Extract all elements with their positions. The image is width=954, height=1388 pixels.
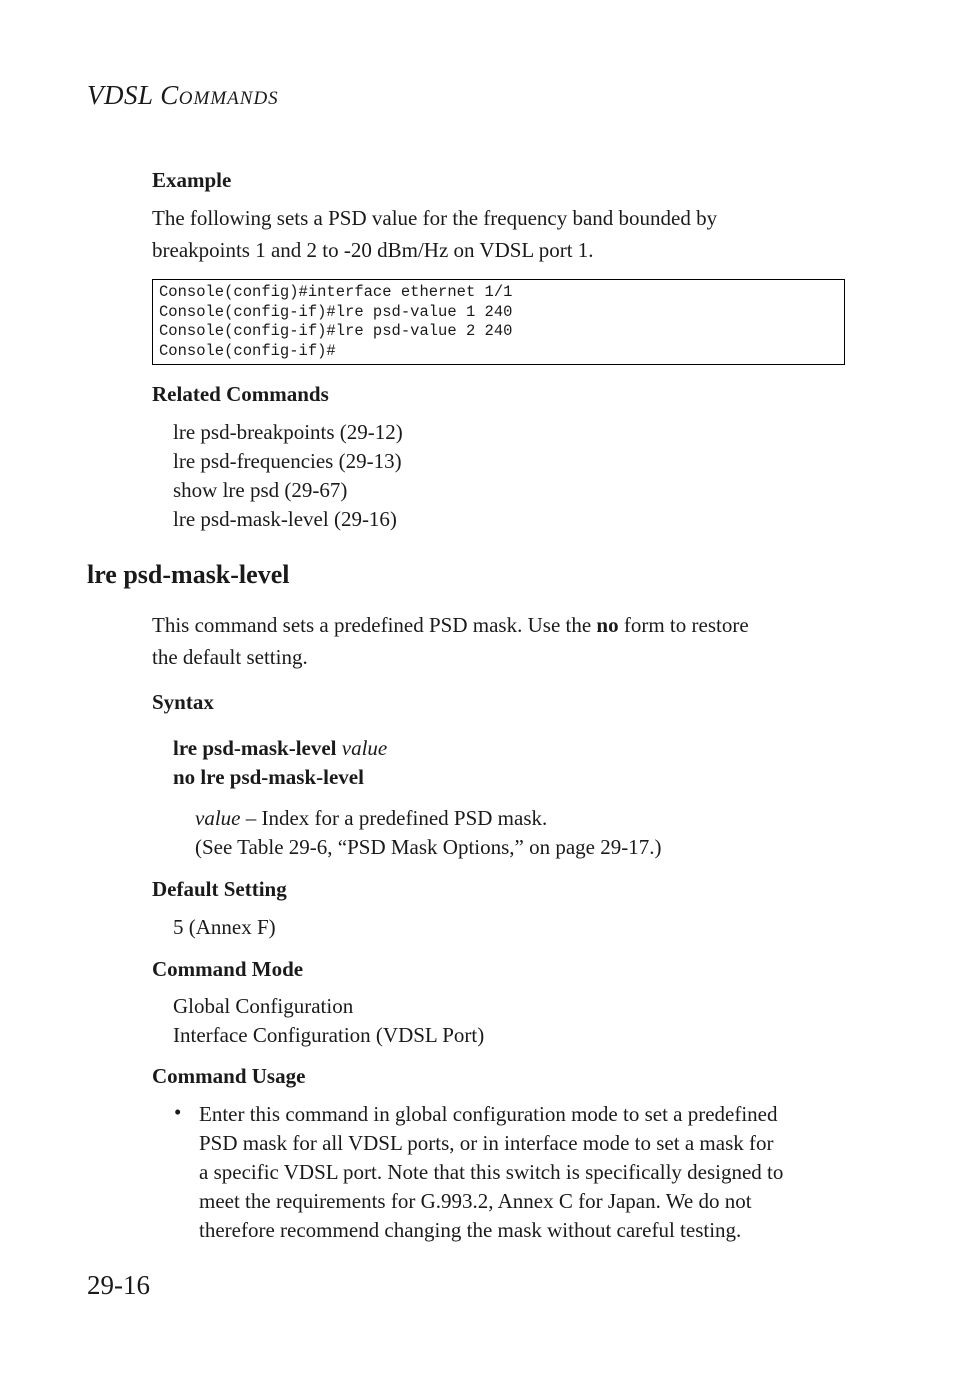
command-mode-item: Global Configuration: [173, 994, 354, 1018]
syntax-parameter: value: [341, 736, 388, 760]
desc-no-keyword: no: [596, 613, 619, 637]
example-text-line-1: The following sets a PSD value for the frequency band bounded by: [152, 206, 718, 230]
code-line: Console(config-if)#lre psd-value 2 240: [159, 322, 513, 340]
usage-line: meet the requirements for G.993.2, Annex C for Japan. We do not: [199, 1189, 752, 1213]
related-command-item: lre psd-mask-level (29-16): [173, 507, 397, 531]
parameter-description: [195, 804, 547, 833]
usage-line: PSD mask for all VDSL ports, or in interface mode to set a mask for: [199, 1131, 774, 1155]
page-number: 29-16: [87, 1270, 150, 1300]
parameter-name: value: [195, 806, 241, 830]
header-title-cap: C: [160, 80, 179, 110]
command-description-line-1: [152, 609, 749, 641]
desc-text: This command sets a predefined PSD mask. Use the: [152, 613, 597, 637]
syntax-line-2: [173, 763, 364, 792]
code-example-box: [152, 279, 845, 365]
bullet-icon: •: [174, 1100, 182, 1124]
usage-line: Enter this command in global configuration mode to set a predefined: [199, 1102, 778, 1126]
usage-line: therefore recommend changing the mask without careful testing.: [199, 1218, 742, 1242]
default-setting-heading: Default Setting: [152, 877, 287, 901]
command-title: lre psd-mask-level: [87, 560, 290, 589]
code-line: Console(config)#interface ethernet 1/1: [159, 283, 513, 301]
code-line: Console(config-if)#: [159, 341, 336, 360]
example-heading: Example: [152, 168, 232, 192]
syntax-heading: Syntax: [152, 690, 214, 714]
command-mode-item: Interface Configuration (VDSL Port): [173, 1023, 485, 1047]
header-title-rest: OMMANDS: [178, 88, 279, 109]
syntax-no-command: no lre psd-mask-level: [173, 765, 364, 789]
related-command-item: lre psd-breakpoints (29-12): [173, 420, 403, 444]
code-line: Console(config-if)#lre psd-value 1 240: [159, 302, 513, 321]
syntax-line-1: [173, 734, 387, 763]
related-commands-heading: Related Commands: [152, 382, 329, 406]
parameter-text: – Index for a predefined PSD mask.: [240, 806, 548, 830]
command-mode-heading: Command Mode: [152, 957, 304, 981]
related-command-item: show lre psd (29-67): [173, 478, 348, 502]
command-usage-heading: Command Usage: [152, 1064, 306, 1088]
related-command-item: lre psd-frequencies (29-13): [173, 449, 402, 473]
default-setting-value: 5 (Annex F): [173, 915, 276, 939]
usage-line: a specific VDSL port. Note that this switch is specifically designed to: [199, 1160, 784, 1184]
desc-text: form to restore: [618, 613, 749, 637]
syntax-command: lre psd-mask-level: [173, 736, 342, 760]
command-description-line-2: the default setting.: [152, 645, 308, 669]
running-header: [87, 80, 279, 111]
parameter-see-reference: (See Table 29-6, “PSD Mask Options,” on page 29-17.): [195, 835, 662, 859]
example-text-line-2: breakpoints 1 and 2 to -20 dBm/Hz on VDSL port 1.: [152, 238, 594, 262]
header-title-first: VDSL: [87, 80, 161, 110]
